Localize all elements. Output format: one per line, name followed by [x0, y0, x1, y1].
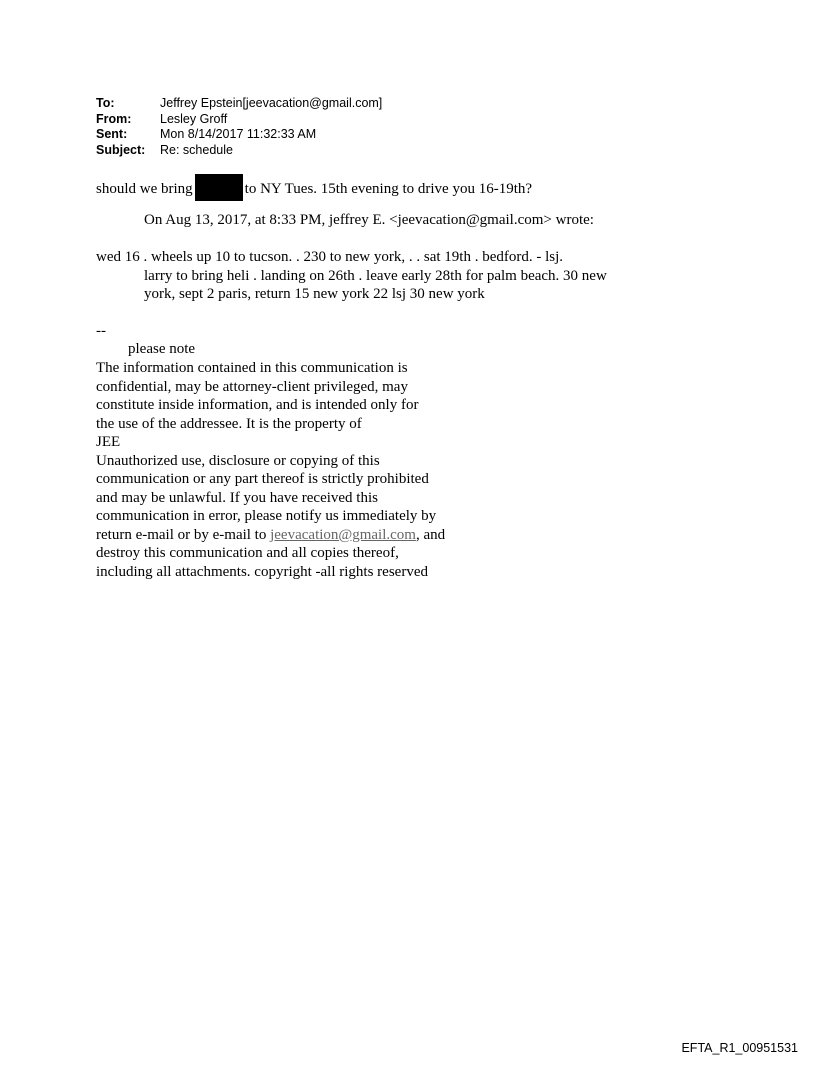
quote-header: On Aug 13, 2017, at 8:33 PM, jeffrey E. <jeevacation@gmail.com> wrote:	[144, 212, 594, 228]
schedule-line: wed 16 . wheels up 10 to tucson. . 230 to new york, . . sat 19th . bedford. - lsj.	[96, 249, 564, 265]
redaction-box	[195, 174, 243, 201]
from-label: From:	[96, 111, 132, 126]
disclaimer-line: confidential, may be attorney-client privileged, may	[96, 378, 408, 395]
disclaimer-line: Unauthorized use, disclosure or copying of this	[96, 452, 380, 469]
disclaimer-line: the use of the addressee. It is the property of	[96, 415, 362, 432]
disclaimer	[96, 359, 496, 581]
disclaimer-line: communication in error, please notify us immediately by	[96, 508, 437, 524]
email-line-after: , and	[415, 526, 446, 543]
from-value: Lesley Groff	[160, 111, 228, 126]
to-row	[96, 96, 382, 112]
subject-label: Subject:	[96, 142, 146, 157]
disclaimer-line: and may be unlawful. If you have received this	[96, 489, 378, 506]
reply-message	[96, 174, 532, 201]
email-header	[96, 96, 382, 158]
schedule-line: larry to bring heli . landing on 26th . leave early 28th for palm beach. 30 new	[144, 267, 607, 284]
sent-row	[96, 127, 382, 143]
sent-label: Sent:	[96, 127, 128, 141]
disclaimer-line: The information contained in this communication is	[96, 360, 408, 376]
disclaimer-line: destroy this communication and all copies thereof,	[96, 545, 399, 561]
disclaimer-line: including all attachments. copyright -all rights reserved	[96, 563, 428, 580]
from-row	[96, 112, 382, 128]
document-id: EFTA_R1_00951531	[681, 1041, 798, 1055]
to-label: To:	[96, 96, 115, 110]
reply-text-after: to NY Tues. 15th evening to drive you 16-19th?	[244, 181, 533, 197]
schedule-line: york, sept 2 paris, return 15 new york 22 lsj 30 new york	[144, 286, 485, 302]
disclaimer-line: JEE	[96, 434, 121, 450]
to-value: Jeffrey Epstein[jeevacation@gmail.com]	[160, 96, 383, 110]
disclaimer-line: communication or any part thereof is strictly prohibited	[96, 471, 429, 487]
disclaimer-email-line	[96, 526, 496, 545]
disclaimer-line: constitute inside information, and is intended only for	[96, 397, 419, 413]
email-link[interactable]: jeevacation@gmail.com	[270, 526, 416, 543]
signature-separator: --	[96, 323, 106, 339]
schedule-message	[96, 248, 656, 304]
subject-row	[96, 143, 382, 159]
reply-text-before: should we bring	[96, 181, 193, 197]
subject-value: Re: schedule	[160, 142, 233, 157]
email-line-before: return e-mail or by e-mail to	[96, 526, 271, 543]
sent-value: Mon 8/14/2017 11:32:33 AM	[160, 127, 317, 141]
please-note: please note	[128, 341, 196, 357]
